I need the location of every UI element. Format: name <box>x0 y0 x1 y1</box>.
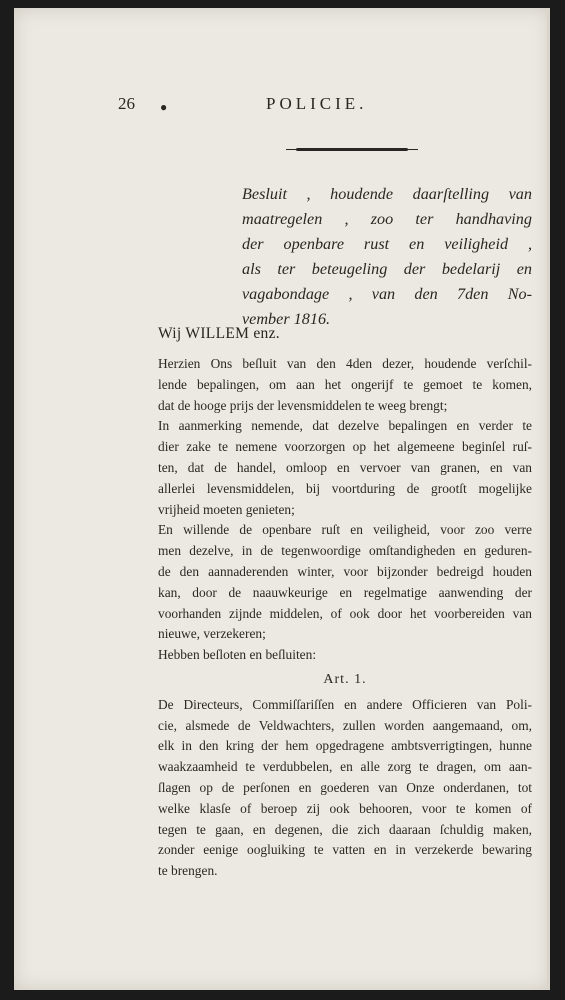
paragraph <box>158 354 532 416</box>
text-line: cie, alsmede de Veldwachters, zullen worden aangemaand, om, <box>158 717 532 733</box>
paragraph <box>158 645 532 666</box>
document-page <box>14 8 550 990</box>
ink-dot: ● <box>160 100 168 114</box>
text-line: men dezelve, in de tegenwoordige omſtandigheden en geduren- <box>158 543 532 559</box>
text-line: De Directeurs, Commiſſariſſen en andere Officieren van Poli- <box>158 696 532 712</box>
text-line: vrijheid moeten genieten; <box>158 501 295 517</box>
title-line: als ter beteugeling der bedelarij en <box>242 260 532 278</box>
paragraph <box>158 520 532 645</box>
title-line: der openbare rust en veiligheid , <box>242 235 532 253</box>
text-line: Herzien Ons beſluit van den 4den dezer, houdende verſchil- <box>158 356 532 371</box>
text-line: ten, dat de handel, omloop en vervoer van granen, en van <box>158 459 532 475</box>
decree-title <box>242 182 532 332</box>
text-line: lende bepalingen, om aan het ongerijf te gemoet te komen, <box>158 376 532 392</box>
text-line: waakzaamheid te verdubbelen, en alle zorg te dragen, om aan- <box>158 759 532 775</box>
text-line: zonder eenige oogluiking te vatten en in verzekerde bewaring <box>158 842 532 858</box>
paragraph <box>158 416 532 520</box>
text-line: te brengen. <box>158 863 218 879</box>
text-line: dier zake te nemene voorzorgen op het algemeene beginſel ruſ- <box>158 439 532 455</box>
article-title: Art. 1. <box>323 671 367 687</box>
title-line: vagabondage , van den 7den No- <box>242 285 532 303</box>
page-edge <box>547 8 550 990</box>
title-line: maatregelen , zoo ter handhaving <box>242 210 532 228</box>
text-line: In aanmerking nemende, dat dezelve bepalingen en verder te <box>158 418 532 434</box>
text-line: tegen te gaan, en degenen, die zich daaraan ſchuldig maken, <box>158 821 532 837</box>
text-line: ſlagen op de perſonen en goederen van Onze onderdanen, tot <box>158 779 532 795</box>
decree-body <box>158 354 532 882</box>
page-number: 26 <box>118 94 135 113</box>
text-line: Hebben beſloten en beſluiten: <box>158 647 317 663</box>
text-line: elk in den kring der hem opgedragene ambtsverrigtingen, hunne <box>158 738 532 754</box>
text-line: welke klasſe of beroep zij ook behooren, voor te komen of <box>158 800 532 816</box>
page-header <box>118 94 418 118</box>
text-line: de den aannaderenden winter, voor bijzonder bedreigd houden <box>158 563 532 579</box>
text-line: En willende de openbare ruſt en veiligheid, voor zoo verre <box>158 522 532 538</box>
running-title: POLICIE. <box>266 94 368 113</box>
text-line: nieuwe, verzekeren; <box>158 626 266 642</box>
text-line: dat de hooge prijs der levensmiddelen te weeg brengt; <box>158 397 448 413</box>
royal-heading: Wij WILLEM enz. <box>158 325 280 342</box>
text-line: kan, door de naauwkeurige en regelmatige aanwending der <box>158 584 532 600</box>
decorative-rule <box>296 148 408 151</box>
title-line: Besluit , houdende daarſtelling van <box>242 185 532 203</box>
article-paragraph <box>158 695 532 882</box>
text-line: voorhanden zijnde middelen, of ook door het voorbereiden van <box>158 605 532 621</box>
title-line: vember 1816. <box>242 310 331 328</box>
text-line: allerlei levensmiddelen, bij voortduring de grootſt mogelijke <box>158 480 532 496</box>
